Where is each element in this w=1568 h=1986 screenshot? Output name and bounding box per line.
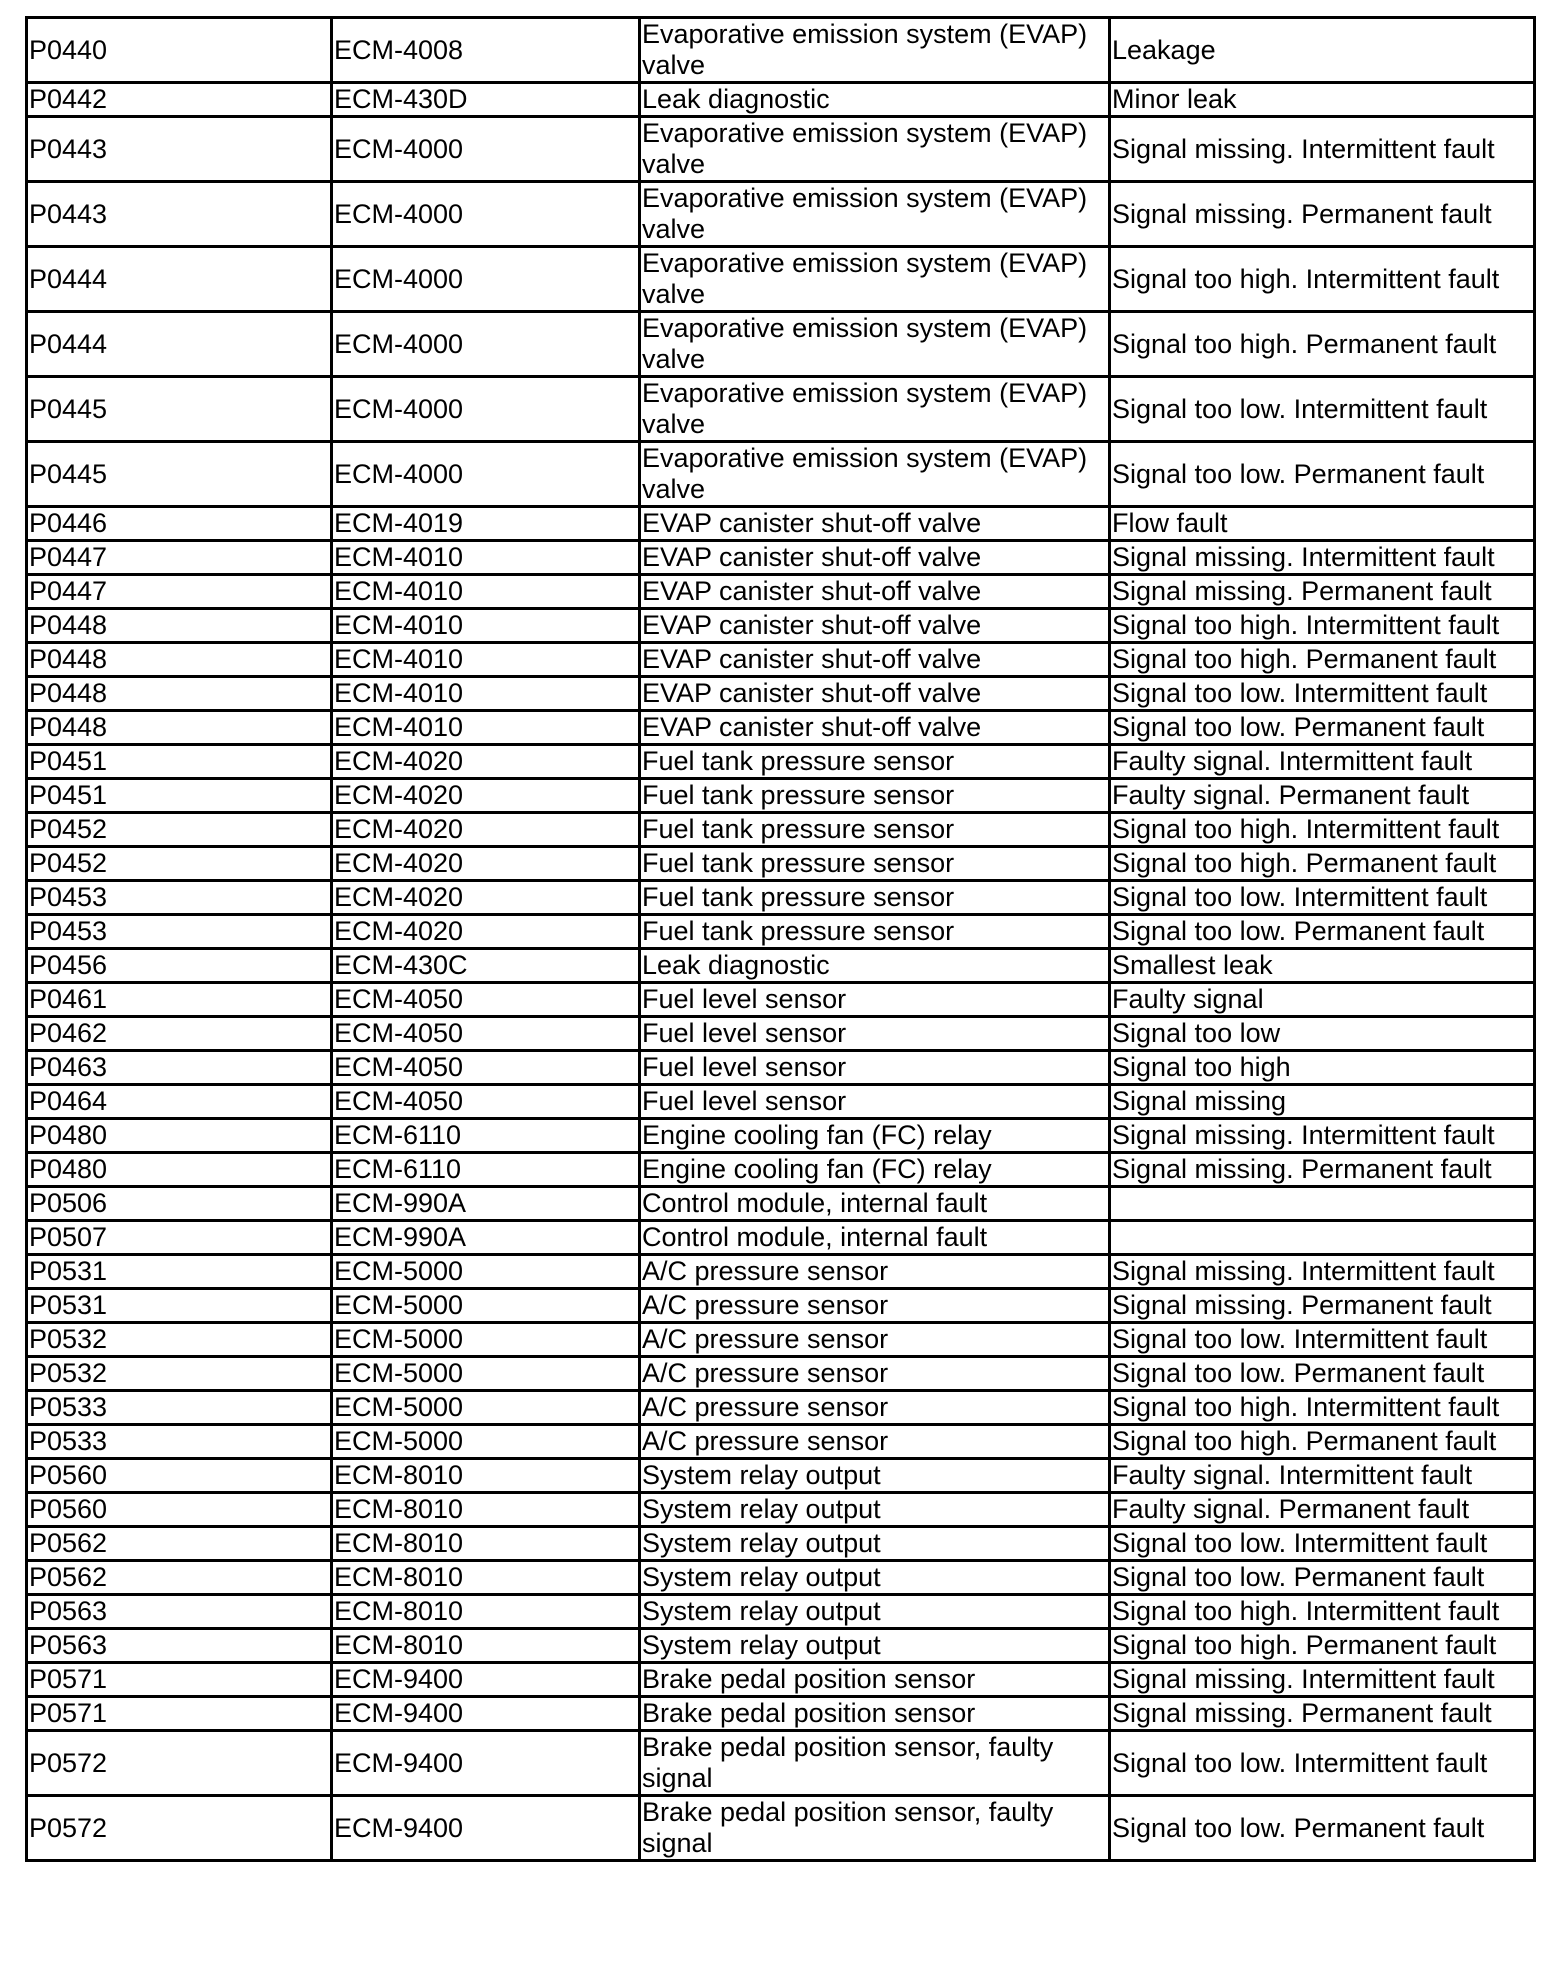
ecm-code-cell: ECM-4020 bbox=[332, 915, 640, 949]
component-cell: Evaporative emission system (EVAP) valve bbox=[640, 18, 1110, 83]
ecm-code-cell: ECM-5000 bbox=[332, 1323, 640, 1357]
ecm-code-cell: ECM-4000 bbox=[332, 377, 640, 442]
ecm-code-cell: ECM-5000 bbox=[332, 1391, 640, 1425]
dtc-code-cell: P0531 bbox=[27, 1289, 332, 1323]
table-row bbox=[27, 1017, 1535, 1051]
dtc-code-cell: P0442 bbox=[27, 83, 332, 117]
component-cell: A/C pressure sensor bbox=[640, 1425, 1110, 1459]
fault-description-cell: Signal too low. Intermittent fault bbox=[1110, 1731, 1535, 1796]
fault-description-cell bbox=[1110, 1221, 1535, 1255]
dtc-code-cell: P0448 bbox=[27, 643, 332, 677]
component-cell: Leak diagnostic bbox=[640, 83, 1110, 117]
ecm-code-cell: ECM-6110 bbox=[332, 1153, 640, 1187]
component-cell: Leak diagnostic bbox=[640, 949, 1110, 983]
fault-description-cell: Flow fault bbox=[1110, 507, 1535, 541]
table-row bbox=[27, 312, 1535, 377]
component-cell: A/C pressure sensor bbox=[640, 1255, 1110, 1289]
dtc-code-cell: P0440 bbox=[27, 18, 332, 83]
component-cell: Engine cooling fan (FC) relay bbox=[640, 1153, 1110, 1187]
dtc-code-cell: P0445 bbox=[27, 377, 332, 442]
dtc-code-cell: P0447 bbox=[27, 541, 332, 575]
fault-description-cell: Signal missing. Intermittent fault bbox=[1110, 1119, 1535, 1153]
component-cell: Evaporative emission system (EVAP) valve bbox=[640, 377, 1110, 442]
component-cell: Brake pedal position sensor, faulty signal bbox=[640, 1796, 1110, 1861]
component-cell: Fuel level sensor bbox=[640, 1085, 1110, 1119]
fault-description-cell: Signal too high. Intermittent fault bbox=[1110, 247, 1535, 312]
dtc-code-cell: P0562 bbox=[27, 1527, 332, 1561]
component-cell: A/C pressure sensor bbox=[640, 1391, 1110, 1425]
ecm-code-cell: ECM-4050 bbox=[332, 1085, 640, 1119]
fault-description-cell: Faulty signal. Intermittent fault bbox=[1110, 745, 1535, 779]
fault-description-cell: Signal too high. Intermittent fault bbox=[1110, 813, 1535, 847]
fault-description-cell bbox=[1110, 1187, 1535, 1221]
table-row bbox=[27, 1289, 1535, 1323]
ecm-code-cell: ECM-4000 bbox=[332, 117, 640, 182]
table-row bbox=[27, 1731, 1535, 1796]
component-cell: Fuel tank pressure sensor bbox=[640, 745, 1110, 779]
component-cell: System relay output bbox=[640, 1561, 1110, 1595]
dtc-code-cell: P0448 bbox=[27, 677, 332, 711]
component-cell: Fuel tank pressure sensor bbox=[640, 881, 1110, 915]
fault-description-cell: Signal too low. Permanent fault bbox=[1110, 1561, 1535, 1595]
dtc-code-cell: P0533 bbox=[27, 1391, 332, 1425]
component-cell: EVAP canister shut-off valve bbox=[640, 575, 1110, 609]
dtc-code-cell: P0462 bbox=[27, 1017, 332, 1051]
table-row bbox=[27, 677, 1535, 711]
component-cell: EVAP canister shut-off valve bbox=[640, 677, 1110, 711]
ecm-code-cell: ECM-4010 bbox=[332, 575, 640, 609]
table-row bbox=[27, 1187, 1535, 1221]
table-row bbox=[27, 1391, 1535, 1425]
table-row bbox=[27, 813, 1535, 847]
dtc-code-cell: P0464 bbox=[27, 1085, 332, 1119]
dtc-code-cell: P0451 bbox=[27, 745, 332, 779]
dtc-code-cell: P0532 bbox=[27, 1357, 332, 1391]
dtc-code-cell: P0560 bbox=[27, 1493, 332, 1527]
ecm-code-cell: ECM-4000 bbox=[332, 442, 640, 507]
fault-description-cell: Signal missing. Intermittent fault bbox=[1110, 1255, 1535, 1289]
component-cell: Brake pedal position sensor, faulty signal bbox=[640, 1731, 1110, 1796]
dtc-code-cell: P0444 bbox=[27, 247, 332, 312]
component-cell: System relay output bbox=[640, 1629, 1110, 1663]
ecm-code-cell: ECM-4020 bbox=[332, 745, 640, 779]
table-row bbox=[27, 609, 1535, 643]
component-cell: Fuel tank pressure sensor bbox=[640, 813, 1110, 847]
table-row bbox=[27, 182, 1535, 247]
component-cell: Fuel tank pressure sensor bbox=[640, 847, 1110, 881]
dtc-code-cell: P0444 bbox=[27, 312, 332, 377]
fault-description-cell: Signal missing bbox=[1110, 1085, 1535, 1119]
ecm-code-cell: ECM-4010 bbox=[332, 643, 640, 677]
dtc-code-cell: P0506 bbox=[27, 1187, 332, 1221]
ecm-code-cell: ECM-8010 bbox=[332, 1561, 640, 1595]
ecm-code-cell: ECM-4010 bbox=[332, 541, 640, 575]
fault-description-cell: Faulty signal. Permanent fault bbox=[1110, 1493, 1535, 1527]
dtc-code-cell: P0443 bbox=[27, 182, 332, 247]
dtc-code-cell: P0452 bbox=[27, 847, 332, 881]
table-row bbox=[27, 541, 1535, 575]
ecm-code-cell: ECM-4010 bbox=[332, 711, 640, 745]
component-cell: System relay output bbox=[640, 1527, 1110, 1561]
fault-description-cell: Faulty signal. Permanent fault bbox=[1110, 779, 1535, 813]
fault-description-cell: Signal missing. Permanent fault bbox=[1110, 1153, 1535, 1187]
fault-description-cell: Signal missing. Permanent fault bbox=[1110, 575, 1535, 609]
component-cell: A/C pressure sensor bbox=[640, 1289, 1110, 1323]
table-row bbox=[27, 1323, 1535, 1357]
ecm-code-cell: ECM-8010 bbox=[332, 1629, 640, 1663]
table-row bbox=[27, 711, 1535, 745]
fault-description-cell: Leakage bbox=[1110, 18, 1535, 83]
fault-description-cell: Signal missing. Intermittent fault bbox=[1110, 541, 1535, 575]
ecm-code-cell: ECM-9400 bbox=[332, 1663, 640, 1697]
ecm-code-cell: ECM-4050 bbox=[332, 983, 640, 1017]
ecm-code-cell: ECM-990A bbox=[332, 1221, 640, 1255]
table-row bbox=[27, 1561, 1535, 1595]
component-cell: System relay output bbox=[640, 1459, 1110, 1493]
dtc-code-cell: P0562 bbox=[27, 1561, 332, 1595]
table-row bbox=[27, 1595, 1535, 1629]
dtc-code-cell: P0480 bbox=[27, 1119, 332, 1153]
component-cell: Evaporative emission system (EVAP) valve bbox=[640, 247, 1110, 312]
component-cell: Fuel level sensor bbox=[640, 1051, 1110, 1085]
ecm-code-cell: ECM-4050 bbox=[332, 1051, 640, 1085]
ecm-code-cell: ECM-5000 bbox=[332, 1357, 640, 1391]
fault-description-cell: Signal too high. Permanent fault bbox=[1110, 847, 1535, 881]
fault-description-cell: Signal too high. Permanent fault bbox=[1110, 312, 1535, 377]
table-row bbox=[27, 847, 1535, 881]
fault-description-cell: Signal too low. Permanent fault bbox=[1110, 442, 1535, 507]
component-cell: Brake pedal position sensor bbox=[640, 1697, 1110, 1731]
table-row bbox=[27, 1357, 1535, 1391]
component-cell: Evaporative emission system (EVAP) valve bbox=[640, 117, 1110, 182]
table-row bbox=[27, 575, 1535, 609]
component-cell: Engine cooling fan (FC) relay bbox=[640, 1119, 1110, 1153]
fault-description-cell: Faulty signal. Intermittent fault bbox=[1110, 1459, 1535, 1493]
dtc-code-cell: P0446 bbox=[27, 507, 332, 541]
dtc-code-cell: P0452 bbox=[27, 813, 332, 847]
ecm-code-cell: ECM-9400 bbox=[332, 1731, 640, 1796]
table-row bbox=[27, 915, 1535, 949]
table-row bbox=[27, 1425, 1535, 1459]
fault-description-cell: Signal too low. Intermittent fault bbox=[1110, 1323, 1535, 1357]
fault-description-cell: Minor leak bbox=[1110, 83, 1535, 117]
fault-description-cell: Signal too low. Intermittent fault bbox=[1110, 377, 1535, 442]
ecm-code-cell: ECM-5000 bbox=[332, 1425, 640, 1459]
ecm-code-cell: ECM-4020 bbox=[332, 779, 640, 813]
ecm-code-cell: ECM-4010 bbox=[332, 677, 640, 711]
table-row bbox=[27, 1255, 1535, 1289]
component-cell: EVAP canister shut-off valve bbox=[640, 507, 1110, 541]
fault-description-cell: Signal too low. Intermittent fault bbox=[1110, 1527, 1535, 1561]
dtc-code-cell: P0563 bbox=[27, 1629, 332, 1663]
ecm-code-cell: ECM-8010 bbox=[332, 1493, 640, 1527]
fault-description-cell: Signal too low bbox=[1110, 1017, 1535, 1051]
fault-description-cell: Signal too high. Permanent fault bbox=[1110, 1425, 1535, 1459]
dtc-code-cell: P0461 bbox=[27, 983, 332, 1017]
component-cell: Brake pedal position sensor bbox=[640, 1663, 1110, 1697]
ecm-code-cell: ECM-9400 bbox=[332, 1697, 640, 1731]
fault-description-cell: Faulty signal bbox=[1110, 983, 1535, 1017]
dtc-code-cell: P0447 bbox=[27, 575, 332, 609]
component-cell: Fuel tank pressure sensor bbox=[640, 779, 1110, 813]
component-cell: System relay output bbox=[640, 1595, 1110, 1629]
component-cell: EVAP canister shut-off valve bbox=[640, 711, 1110, 745]
fault-description-cell: Signal too high. Intermittent fault bbox=[1110, 609, 1535, 643]
dtc-code-cell: P0507 bbox=[27, 1221, 332, 1255]
dtc-code-cell: P0572 bbox=[27, 1731, 332, 1796]
dtc-code-cell: P0572 bbox=[27, 1796, 332, 1861]
fault-description-cell: Signal too high. Intermittent fault bbox=[1110, 1391, 1535, 1425]
ecm-code-cell: ECM-4019 bbox=[332, 507, 640, 541]
fault-description-cell: Signal missing. Intermittent fault bbox=[1110, 117, 1535, 182]
component-cell: A/C pressure sensor bbox=[640, 1357, 1110, 1391]
table-row bbox=[27, 117, 1535, 182]
table-row bbox=[27, 1459, 1535, 1493]
ecm-code-cell: ECM-5000 bbox=[332, 1289, 640, 1323]
component-cell: Evaporative emission system (EVAP) valve bbox=[640, 312, 1110, 377]
ecm-code-cell: ECM-5000 bbox=[332, 1255, 640, 1289]
dtc-code-cell: P0463 bbox=[27, 1051, 332, 1085]
table-row bbox=[27, 247, 1535, 312]
table-row bbox=[27, 983, 1535, 1017]
component-cell: Evaporative emission system (EVAP) valve bbox=[640, 182, 1110, 247]
dtc-code-cell: P0448 bbox=[27, 609, 332, 643]
dtc-code-cell: P0456 bbox=[27, 949, 332, 983]
dtc-code-cell: P0531 bbox=[27, 1255, 332, 1289]
table-row bbox=[27, 1796, 1535, 1861]
ecm-code-cell: ECM-6110 bbox=[332, 1119, 640, 1153]
ecm-code-cell: ECM-4000 bbox=[332, 182, 640, 247]
table-row bbox=[27, 881, 1535, 915]
table-row bbox=[27, 779, 1535, 813]
dtc-code-cell: P0533 bbox=[27, 1425, 332, 1459]
table-row bbox=[27, 1119, 1535, 1153]
ecm-code-cell: ECM-4000 bbox=[332, 312, 640, 377]
ecm-code-cell: ECM-4050 bbox=[332, 1017, 640, 1051]
component-cell: EVAP canister shut-off valve bbox=[640, 609, 1110, 643]
ecm-code-cell: ECM-430D bbox=[332, 83, 640, 117]
ecm-code-cell: ECM-4020 bbox=[332, 847, 640, 881]
component-cell: Control module, internal fault bbox=[640, 1221, 1110, 1255]
component-cell: EVAP canister shut-off valve bbox=[640, 643, 1110, 677]
ecm-code-cell: ECM-4000 bbox=[332, 247, 640, 312]
fault-description-cell: Signal too high. Intermittent fault bbox=[1110, 1595, 1535, 1629]
table-row bbox=[27, 949, 1535, 983]
component-cell: EVAP canister shut-off valve bbox=[640, 541, 1110, 575]
table-row bbox=[27, 507, 1535, 541]
ecm-code-cell: ECM-430C bbox=[332, 949, 640, 983]
ecm-code-cell: ECM-4008 bbox=[332, 18, 640, 83]
table-row bbox=[27, 1629, 1535, 1663]
table-row bbox=[27, 1697, 1535, 1731]
table-row bbox=[27, 377, 1535, 442]
table-row bbox=[27, 745, 1535, 779]
fault-description-cell: Signal missing. Intermittent fault bbox=[1110, 1663, 1535, 1697]
dtc-code-cell: P0560 bbox=[27, 1459, 332, 1493]
ecm-code-cell: ECM-8010 bbox=[332, 1527, 640, 1561]
dtc-code-cell: P0453 bbox=[27, 881, 332, 915]
component-cell: Evaporative emission system (EVAP) valve bbox=[640, 442, 1110, 507]
dtc-code-cell: P0571 bbox=[27, 1663, 332, 1697]
ecm-code-cell: ECM-4020 bbox=[332, 881, 640, 915]
table-row bbox=[27, 442, 1535, 507]
table-row bbox=[27, 1221, 1535, 1255]
table-row bbox=[27, 1051, 1535, 1085]
table-row bbox=[27, 1085, 1535, 1119]
fault-description-cell: Signal too high. Permanent fault bbox=[1110, 1629, 1535, 1663]
table-row bbox=[27, 1527, 1535, 1561]
table-row bbox=[27, 83, 1535, 117]
ecm-code-cell: ECM-9400 bbox=[332, 1796, 640, 1861]
fault-description-cell: Signal missing. Permanent fault bbox=[1110, 182, 1535, 247]
table-row bbox=[27, 1153, 1535, 1187]
ecm-code-cell: ECM-4010 bbox=[332, 609, 640, 643]
dtc-code-cell: P0480 bbox=[27, 1153, 332, 1187]
fault-description-cell: Signal too high. Permanent fault bbox=[1110, 643, 1535, 677]
table-row bbox=[27, 18, 1535, 83]
component-cell: Control module, internal fault bbox=[640, 1187, 1110, 1221]
fault-description-cell: Signal too low. Permanent fault bbox=[1110, 711, 1535, 745]
dtc-code-cell: P0571 bbox=[27, 1697, 332, 1731]
fault-description-cell: Signal too low. Permanent fault bbox=[1110, 915, 1535, 949]
table-row bbox=[27, 643, 1535, 677]
ecm-code-cell: ECM-4020 bbox=[332, 813, 640, 847]
fault-description-cell: Signal too low. Permanent fault bbox=[1110, 1796, 1535, 1861]
dtc-code-cell: P0563 bbox=[27, 1595, 332, 1629]
fault-description-cell: Signal too low. Intermittent fault bbox=[1110, 677, 1535, 711]
fault-description-cell: Smallest leak bbox=[1110, 949, 1535, 983]
dtc-table bbox=[25, 16, 1536, 1862]
fault-description-cell: Signal missing. Permanent fault bbox=[1110, 1697, 1535, 1731]
fault-description-cell: Signal too low. Permanent fault bbox=[1110, 1357, 1535, 1391]
component-cell: System relay output bbox=[640, 1493, 1110, 1527]
dtc-code-cell: P0453 bbox=[27, 915, 332, 949]
fault-description-cell: Signal missing. Permanent fault bbox=[1110, 1289, 1535, 1323]
dtc-table-body bbox=[27, 18, 1535, 1861]
dtc-code-cell: P0448 bbox=[27, 711, 332, 745]
fault-description-cell: Signal too high bbox=[1110, 1051, 1535, 1085]
dtc-code-cell: P0451 bbox=[27, 779, 332, 813]
dtc-code-cell: P0532 bbox=[27, 1323, 332, 1357]
table-row bbox=[27, 1493, 1535, 1527]
table-row bbox=[27, 1663, 1535, 1697]
dtc-code-cell: P0445 bbox=[27, 442, 332, 507]
fault-description-cell: Signal too low. Intermittent fault bbox=[1110, 881, 1535, 915]
ecm-code-cell: ECM-990A bbox=[332, 1187, 640, 1221]
component-cell: Fuel level sensor bbox=[640, 1017, 1110, 1051]
component-cell: A/C pressure sensor bbox=[640, 1323, 1110, 1357]
ecm-code-cell: ECM-8010 bbox=[332, 1595, 640, 1629]
component-cell: Fuel tank pressure sensor bbox=[640, 915, 1110, 949]
dtc-code-cell: P0443 bbox=[27, 117, 332, 182]
ecm-code-cell: ECM-8010 bbox=[332, 1459, 640, 1493]
component-cell: Fuel level sensor bbox=[640, 983, 1110, 1017]
